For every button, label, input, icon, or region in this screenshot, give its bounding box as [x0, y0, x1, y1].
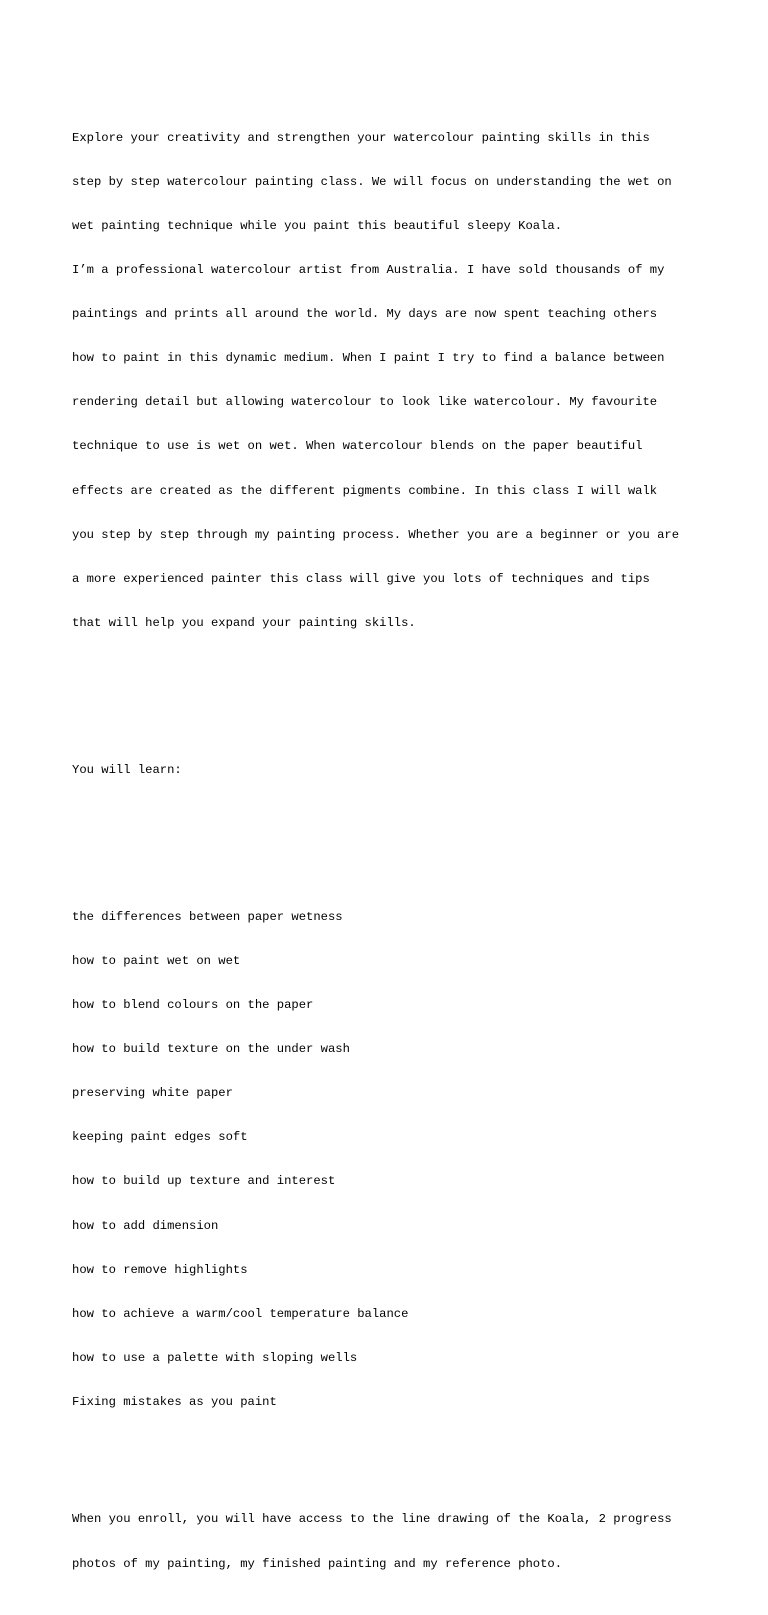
intro-line: I’m a professional watercolour artist from Australia. I have sold thousands of my: [72, 263, 665, 278]
list-item: how to add dimension: [72, 1218, 219, 1233]
intro-line: rendering detail but allowing watercolour to look like watercolour. My favourite: [72, 395, 658, 410]
closing-line: photos of my painting, my finished painting and my reference photo.: [72, 1556, 563, 1571]
intro-line: you step by step through my painting process. Whether you are a beginner or you are: [72, 527, 680, 542]
intro-line: paintings and prints all around the world. My days are now spent teaching others: [72, 307, 658, 322]
list-item: preserving white paper: [72, 1086, 233, 1101]
intro-line: wet painting technique while you paint this beautiful sleepy Koala.: [72, 219, 563, 233]
intro-line: Explore your creativity and strengthen your watercolour painting skills in this: [72, 130, 650, 145]
list-item: the differences between paper wetness: [72, 909, 343, 924]
intro-line: that will help you expand your painting skills.: [72, 615, 416, 630]
intro-paragraph: [72, 101, 712, 660]
paragraph-spacer: [72, 704, 712, 719]
closing-paragraph: [72, 1483, 712, 1601]
document-page: [72, 72, 712, 1615]
intro-line: a more experienced painter this class will give you lots of techniques and tips: [72, 571, 650, 586]
list-item: keeping paint edges soft: [72, 1130, 248, 1145]
list-item: how to achieve a warm/cool temperature balance: [72, 1306, 409, 1321]
list-item: Fixing mistakes as you paint: [72, 1394, 277, 1409]
closing-line: When you enroll, you will have access to the line drawing of the Koala, 2 progress: [72, 1512, 672, 1527]
list-item: how to build up texture and interest: [72, 1174, 336, 1189]
list-item: how to remove highlights: [72, 1262, 248, 1277]
list-item: how to blend colours on the paper: [72, 998, 314, 1013]
list-item: how to build texture on the under wash: [72, 1042, 350, 1057]
intro-line: effects are created as the different pigments combine. In this class I will walk: [72, 483, 658, 498]
paragraph-spacer: [72, 822, 712, 837]
list-item: how to paint wet on wet: [72, 953, 241, 968]
learn-list: [72, 880, 712, 1439]
intro-line: step by step watercolour painting class. We will focus on understanding the wet on: [72, 174, 672, 189]
intro-line: technique to use is wet on wet. When watercolour blends on the paper beautiful: [72, 439, 643, 454]
intro-line: how to paint in this dynamic medium. When I paint I try to find a balance between: [72, 351, 665, 366]
learn-heading: You will learn:: [72, 762, 182, 777]
list-item: how to use a palette with sloping wells: [72, 1350, 358, 1365]
